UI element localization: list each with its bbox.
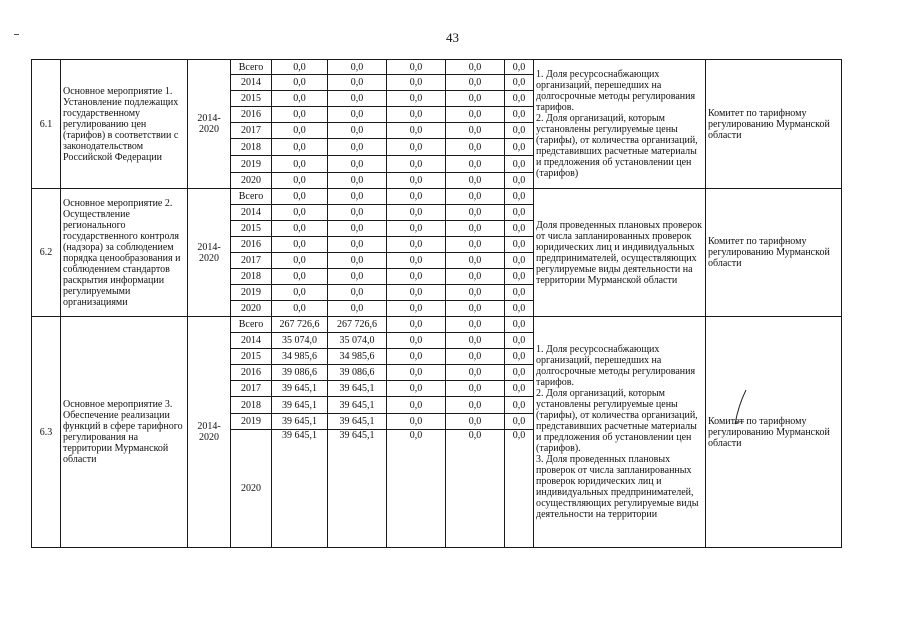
value-cell: 0,0 bbox=[328, 173, 387, 189]
value-cell: 0,0 bbox=[328, 60, 387, 75]
value-cell: 0,0 bbox=[387, 349, 446, 365]
executor-cell: Комитет по тарифному регулированию Мурманской области bbox=[706, 60, 842, 189]
year-cell: 2018 bbox=[231, 397, 272, 414]
value-cell: 0,0 bbox=[387, 430, 446, 548]
value-cell: 0,0 bbox=[387, 414, 446, 430]
year-cell: 2016 bbox=[231, 107, 272, 123]
value-cell: 0,0 bbox=[446, 285, 505, 301]
period-cell: 2014-2020 bbox=[188, 317, 231, 548]
year-cell: 2015 bbox=[231, 221, 272, 237]
year-cell: 2018 bbox=[231, 139, 272, 156]
executor-cell: Комитет по тарифному регулированию Мурманской области bbox=[706, 317, 842, 548]
value-cell: 0,0 bbox=[446, 156, 505, 173]
year-cell: 2015 bbox=[231, 91, 272, 107]
value-cell: 0,0 bbox=[272, 237, 328, 253]
signature-mark bbox=[728, 388, 758, 428]
target-indicators: Доля проведенных плановых проверок от числа запланированных проверок юридических лиц и индивидуальных предпринимателей, осуществляющих регулируемые виды деятельности на территории Мурманской области bbox=[534, 189, 706, 317]
value-cell: 0,0 bbox=[272, 91, 328, 107]
value-cell: 39 086,6 bbox=[272, 365, 328, 381]
value-cell: 0,0 bbox=[272, 139, 328, 156]
value-cell: 0,0 bbox=[272, 253, 328, 269]
value-cell: 0,0 bbox=[446, 60, 505, 75]
value-cell: 0,0 bbox=[387, 139, 446, 156]
value-cell: 0,0 bbox=[446, 107, 505, 123]
value-cell: 0,0 bbox=[505, 139, 534, 156]
value-cell: 0,0 bbox=[446, 123, 505, 139]
value-cell: 0,0 bbox=[272, 173, 328, 189]
value-cell: 0,0 bbox=[446, 173, 505, 189]
table-row bbox=[32, 60, 842, 75]
value-cell: 0,0 bbox=[387, 237, 446, 253]
value-cell: 0,0 bbox=[446, 349, 505, 365]
year-cell: 2017 bbox=[231, 123, 272, 139]
value-cell: 0,0 bbox=[505, 397, 534, 414]
value-cell: 39 645,1 bbox=[328, 414, 387, 430]
value-cell: 0,0 bbox=[505, 333, 534, 349]
year-cell: 2016 bbox=[231, 365, 272, 381]
value-cell: 0,0 bbox=[387, 381, 446, 397]
value-cell: 35 074,0 bbox=[272, 333, 328, 349]
value-cell: 0,0 bbox=[387, 205, 446, 221]
value-cell: 39 645,1 bbox=[272, 430, 328, 548]
value-cell: 39 645,1 bbox=[272, 414, 328, 430]
value-cell: 0,0 bbox=[505, 60, 534, 75]
value-cell: 0,0 bbox=[272, 107, 328, 123]
value-cell: 0,0 bbox=[387, 107, 446, 123]
value-cell: 0,0 bbox=[505, 221, 534, 237]
value-cell: 0,0 bbox=[446, 139, 505, 156]
period-cell: 2014-2020 bbox=[188, 60, 231, 189]
value-cell: 0,0 bbox=[272, 60, 328, 75]
value-cell: 34 985,6 bbox=[328, 349, 387, 365]
value-cell: 0,0 bbox=[446, 430, 505, 548]
value-cell: 0,0 bbox=[505, 123, 534, 139]
value-cell: 0,0 bbox=[272, 75, 328, 91]
year-cell: Всего bbox=[231, 317, 272, 333]
row-index: 6.2 bbox=[32, 189, 61, 317]
year-cell: Всего bbox=[231, 189, 272, 205]
year-cell: 2018 bbox=[231, 269, 272, 285]
year-cell: 2014 bbox=[231, 75, 272, 91]
value-cell: 0,0 bbox=[446, 91, 505, 107]
value-cell: 0,0 bbox=[505, 301, 534, 317]
value-cell: 0,0 bbox=[387, 285, 446, 301]
value-cell: 0,0 bbox=[272, 221, 328, 237]
value-cell: 0,0 bbox=[505, 205, 534, 221]
year-cell: 2019 bbox=[231, 156, 272, 173]
value-cell: 0,0 bbox=[505, 107, 534, 123]
value-cell: 0,0 bbox=[387, 253, 446, 269]
value-cell: 0,0 bbox=[328, 91, 387, 107]
value-cell: 0,0 bbox=[272, 123, 328, 139]
value-cell: 0,0 bbox=[328, 269, 387, 285]
target-indicators: 1. Доля ресурсоснабжающих организаций, перешедших на долгосрочные методы регулирования тарифов. 2. Доля организаций, которым установлены регулируемые цены (тарифы), от количества организаций, представивших расчетные материалы и предложения об установлении цен (тарифов) bbox=[534, 60, 706, 189]
row-index: 6.3 bbox=[32, 317, 61, 548]
value-cell: 0,0 bbox=[387, 397, 446, 414]
value-cell: 0,0 bbox=[387, 173, 446, 189]
value-cell: 0,0 bbox=[328, 221, 387, 237]
value-cell: 0,0 bbox=[387, 269, 446, 285]
year-cell: 2017 bbox=[231, 381, 272, 397]
value-cell: 0,0 bbox=[505, 173, 534, 189]
executor-cell: Комитет по тарифному регулированию Мурманской области bbox=[706, 189, 842, 317]
value-cell: 0,0 bbox=[328, 285, 387, 301]
value-cell: 0,0 bbox=[505, 381, 534, 397]
value-cell: 0,0 bbox=[446, 317, 505, 333]
value-cell: 0,0 bbox=[387, 123, 446, 139]
measure-title: Основное мероприятие 2. Осуществление регионального государственного контроля (надзора) за соблюдением порядка ценообразования и соблюдением стандартов раскрытия информации регулируемыми организациями bbox=[61, 189, 188, 317]
value-cell: 0,0 bbox=[328, 189, 387, 205]
value-cell: 0,0 bbox=[505, 75, 534, 91]
value-cell: 0,0 bbox=[446, 414, 505, 430]
value-cell: 0,0 bbox=[505, 237, 534, 253]
value-cell: 0,0 bbox=[446, 221, 505, 237]
value-cell: 267 726,6 bbox=[272, 317, 328, 333]
value-cell: 0,0 bbox=[328, 253, 387, 269]
value-cell: 0,0 bbox=[272, 189, 328, 205]
program-table bbox=[31, 59, 842, 548]
year-cell: 2014 bbox=[231, 205, 272, 221]
value-cell: 0,0 bbox=[328, 237, 387, 253]
value-cell: 0,0 bbox=[505, 91, 534, 107]
year-cell: 2020 bbox=[231, 430, 272, 548]
value-cell: 0,0 bbox=[387, 60, 446, 75]
value-cell: 0,0 bbox=[387, 365, 446, 381]
value-cell: 35 074,0 bbox=[328, 333, 387, 349]
value-cell: 0,0 bbox=[446, 301, 505, 317]
year-cell: 2014 bbox=[231, 333, 272, 349]
value-cell: 0,0 bbox=[505, 365, 534, 381]
value-cell: 0,0 bbox=[505, 317, 534, 333]
table-row bbox=[32, 189, 842, 205]
year-cell: 2020 bbox=[231, 301, 272, 317]
value-cell: 0,0 bbox=[272, 301, 328, 317]
value-cell: 0,0 bbox=[446, 381, 505, 397]
value-cell: 0,0 bbox=[505, 269, 534, 285]
value-cell: 0,0 bbox=[328, 139, 387, 156]
measure-title: Основное мероприятие 3. Обеспечение реализации функций в сфере тарифного регулирования на территории Мурманской области bbox=[61, 317, 188, 548]
value-cell: 267 726,6 bbox=[328, 317, 387, 333]
value-cell: 0,0 bbox=[446, 333, 505, 349]
value-cell: 0,0 bbox=[505, 285, 534, 301]
value-cell: 0,0 bbox=[446, 75, 505, 91]
value-cell: 0,0 bbox=[387, 91, 446, 107]
value-cell: 0,0 bbox=[446, 189, 505, 205]
year-cell: 2015 bbox=[231, 349, 272, 365]
value-cell: 0,0 bbox=[328, 75, 387, 91]
value-cell: 0,0 bbox=[387, 75, 446, 91]
value-cell: 39 645,1 bbox=[328, 430, 387, 548]
value-cell: 0,0 bbox=[387, 221, 446, 237]
value-cell: 39 645,1 bbox=[328, 397, 387, 414]
value-cell: 39 645,1 bbox=[272, 397, 328, 414]
value-cell: 0,0 bbox=[328, 107, 387, 123]
value-cell: 0,0 bbox=[387, 156, 446, 173]
value-cell: 0,0 bbox=[505, 156, 534, 173]
year-cell: 2019 bbox=[231, 285, 272, 301]
value-cell: 0,0 bbox=[328, 301, 387, 317]
year-cell: 2016 bbox=[231, 237, 272, 253]
value-cell: 0,0 bbox=[272, 156, 328, 173]
value-cell: 39 086,6 bbox=[328, 365, 387, 381]
value-cell: 39 645,1 bbox=[272, 381, 328, 397]
value-cell: 0,0 bbox=[328, 205, 387, 221]
target-indicators: 1. Доля ресурсоснабжающих организаций, перешедших на долгосрочные методы регулирования тарифов. 2. Доля организаций, которым установлены регулируемые цены (тарифы), от количества организаций, представивших расчетные материалы и предложения об установлении цен (тарифов). 3. Доля проведенных плановых проверок от числа запланированных проверок юридических лиц и индивидуальных предпринимателей, осуществляющих регулируемые виды деятельности на территории bbox=[534, 317, 706, 548]
value-cell: 0,0 bbox=[272, 285, 328, 301]
row-index: 6.1 bbox=[32, 60, 61, 189]
value-cell: 0,0 bbox=[272, 269, 328, 285]
page-number: 43 bbox=[446, 30, 459, 45]
year-cell: 2020 bbox=[231, 173, 272, 189]
value-cell: 0,0 bbox=[387, 333, 446, 349]
value-cell: 0,0 bbox=[446, 365, 505, 381]
value-cell: 0,0 bbox=[272, 205, 328, 221]
value-cell: 34 985,6 bbox=[272, 349, 328, 365]
value-cell: 0,0 bbox=[505, 253, 534, 269]
value-cell: 0,0 bbox=[505, 430, 534, 548]
value-cell: 0,0 bbox=[387, 301, 446, 317]
value-cell: 0,0 bbox=[446, 253, 505, 269]
margin-mark bbox=[14, 34, 19, 35]
value-cell: 0,0 bbox=[446, 237, 505, 253]
value-cell: 0,0 bbox=[328, 123, 387, 139]
value-cell: 39 645,1 bbox=[328, 381, 387, 397]
value-cell: 0,0 bbox=[446, 269, 505, 285]
period-cell: 2014-2020 bbox=[188, 189, 231, 317]
value-cell: 0,0 bbox=[505, 414, 534, 430]
measure-title: Основное мероприятие 1. Установление подлежащих государственному регулированию цен (тарифов) в соответствии с законодательством Российской Федерации bbox=[61, 60, 188, 189]
year-cell: 2019 bbox=[231, 414, 272, 430]
value-cell: 0,0 bbox=[446, 205, 505, 221]
value-cell: 0,0 bbox=[505, 349, 534, 365]
value-cell: 0,0 bbox=[387, 189, 446, 205]
value-cell: 0,0 bbox=[387, 317, 446, 333]
value-cell: 0,0 bbox=[446, 397, 505, 414]
value-cell: 0,0 bbox=[505, 189, 534, 205]
table-row bbox=[32, 317, 842, 333]
year-cell: 2017 bbox=[231, 253, 272, 269]
value-cell: 0,0 bbox=[328, 156, 387, 173]
year-cell: Всего bbox=[231, 60, 272, 75]
